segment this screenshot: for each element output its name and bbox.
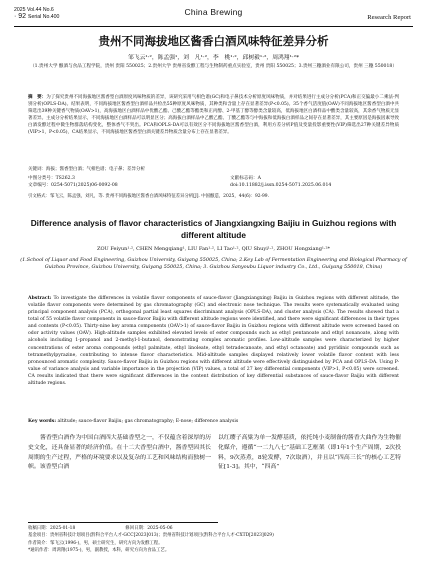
footnote-rule <box>28 522 218 523</box>
cn-meta-left <box>28 175 118 189</box>
article-type: Research Report <box>367 14 411 21</box>
en-abstract-label: Abstract: <box>28 296 52 301</box>
en-affiliations: (1.School of Liquor and Food Engineering, Guizhou University, Guiyang 550025, China; 2.Key Lab of Fermentation Engineering and Biological Pharmacy of Guizhou Province, Guizhou University, Guiyang 550025, China; 3. Guizhou Sanyoubu Liquor industry Co., Ltd., Guiyang 550018, China) <box>20 257 407 270</box>
doi[interactable]: doi:10.11882/j.issn.0254-5071.2025.06.014 <box>230 183 332 188</box>
cn-affiliations: （1.贵州大学 酿酒与食品工程学院，贵州 贵阳 550025；2.贵州大学 贵州省发酵工程与生物制药重点实验室，贵州 贵阳 550025；3.贵州三穗酒业有限公司，贵州 三穗 550018） <box>30 64 397 69</box>
en-keywords-label: Key words: <box>28 419 57 424</box>
issue-line-1: 2025 Vol.44 No.6 <box>14 7 54 13</box>
footnotes <box>28 525 399 555</box>
cn-abstract-text: 为了探究贵州不同海拔地区酱香型白酒原度风味物质的差异，该研究采用气相色谱(GC)和电子鼻技术分析原度风味物质，并对结果进行主成分分析(PCA)和正交偏最小二乘法-判别分析(OPLS-DA)。结果表明，不同海拔地区酱香型白酒样品共检出55种原度风味物质，其种类和含量上存在显著差异(P<0.05)。35个香气活度值(OAV)不同海拔地区酱香型白酒中共筛选出39种关键香气物质(OAV>1)，高海拔地区白酒样品中优酸乙酯、己酸乙酯等酯类和正丙醇、2-甲基丁醇等醇类含量较高，低海拔地区白酒样品中酸类含量较高，其余香气物质无显著差异。主成分分析结果显示，不同海拔地区白酒样品可以明显区分；高海拔白酒样品中乙酸乙酯、丁酸乙酯等与中海拔和低海拔白酒样品之间存在显著差异，其主要原因是海拔因素导致白酒发酵过程中微生物群落结构变化，整体香气不突出。PCA和OPLS-DA可以有效区分不同海拔地区酱香型白酒，利用方差分析P值及变量投影重要性(VIP)筛选出27种关键差异物质(VIP>1，P<0.05)，CA结果显示，不同海拔地区酱香型白酒关键差异物质含量分布上存在显著差异。 <box>28 95 400 136</box>
funding: 基金项目：贵州省科技计划项目(黔科合平台人才-GCC[2023]013)；贵州省科技计划项目(黔科合平台人才-CXTD[2023]029) <box>28 533 274 539</box>
citation: 引文格式：邹飞云，陈孟强，刘凡，等. 贵州不同海拔地区酱香白酒风味特征差异分析[J]. 中国酿造，2025，44(6)：92-99. <box>28 194 269 199</box>
cn-keywords: 关键词：海拔；酱香型白酒；气相色谱；电子鼻；差异分析 <box>28 167 145 172</box>
revised-date: 修回日期：2025-05-06 <box>125 526 173 531</box>
cn-meta-right <box>230 175 331 189</box>
received-date: 收稿日期：2025-01-18 <box>28 526 76 531</box>
article-number: 文章编号：0254-5071(2025)06-0092-08 <box>28 183 118 188</box>
en-keywords <box>28 418 399 425</box>
en-abstract <box>28 295 399 387</box>
cn-authors: 邹飞云¹·²，陈孟强¹，刘 凡¹·²，李 桃¹·²，邱树毅¹·²，周鸿翔¹·²* <box>127 55 299 61</box>
cn-abstract <box>28 94 399 136</box>
page-number: · 92 · <box>14 13 31 20</box>
issue-line-2: Serial No.400 <box>28 14 60 20</box>
en-abstract-text: To investigate the differences in volatile flavor components of sauce-flavor (Jiangxiangxing) Baijiu in Guizhou regions with different altitude, the volatile flavor components were determined by gas chromatography (GC) and electronic nose technique. The results were systematically evaluated using principal component analysis (PCA), orthogonal partial least squares discriminant analysis (OPLS-DA), and cluster analysis (CA). The results showed that a total of 55 volatile flavor components in sauce-flavor Baijiu with different altitude regions were identified, and there were significant differences in their types and contents (P<0.05). Thirty-nine key aroma components (OAV>1) of sauce-flavor Baijiu in Guizhou regions with different altitude were screened based on odor activity values (OAV). High-altitude samples exhibited elevated levels of ester compounds such as ethyl pentanoate and ethyl nonanoate, along with alcohols including 1-propanol and 2-methyl-1-butanol, demonstrating complex aromatic profiles. Low-altitude samples were characterized by higher concentrations of ester aroma compounds (ethyl palmitate, ethyl linoleate, ethyl tetradecanoate, and ethyl octanoate) and pyridinic compounds such as tetramethylpyrazine, contributing to intense flavor characteristics. Mid-altitude samples displayed relatively lower volatile flavor content with less pronounced aromatic complexity. Sauce-flavor Baijiu in Guizhou regions with different altitude were effectively distinguished by PCA and OPLS-DA. Using P-value of variance analysis and variable importance in the projection (VIP) values, a total of 27 key differential components (VIP>1, P<0.05) were screened. CA results indicated that there were significant differences in the content distribution of key differential substances of sauce-flavor Baijiu with different altitude regions. <box>28 296 400 386</box>
body-column-right: 以红缨子高粱为单一发酵基质，依托纯小麦制备的酱香大曲作为生物催化媒介，遵循“一二九八七”基础工艺框架（即1年1个生产周期，2次投料，9次蒸煮，8轮发酵，7次取酒），并且以“四高三长”的核心工艺特征[1-3]。其中，“四高” <box>218 435 401 471</box>
cn-title: 贵州不同海拔地区酱香白酒风味特征差异分析 <box>98 34 329 48</box>
document-code: 文献标志码：A <box>230 176 261 181</box>
en-title: Difference analysis of flavor characteristics of Jiangxiangxing Baijiu in Guizhou regions with different altitude <box>30 218 397 240</box>
corresponding-author: *通讯作者：周鸿翔(1975-)，男，副教授，本科，研究方向为食品工艺。 <box>28 548 170 554</box>
author-bio: 作者简介：邹飞云(1996-)，男，硕士研究生，研究方向为发酵工程。 <box>28 540 163 546</box>
header-rule <box>14 26 413 27</box>
cn-abstract-label: 摘 要： <box>28 95 47 100</box>
body-column-left: 酱香型白酒作为中国白酒四大基础香型之一，不仅蕴含着深厚的历史文化，还具备显著的经济价值。在十二大香型白酒中，酱香型因其长周期的生产过程，严格的环境要求以及复杂的工艺和风味结构而独树一帜。该香型白酒 <box>28 435 211 471</box>
journal-name: China Brewing <box>184 7 243 17</box>
clc-number: 中图分类号：TS262.3 <box>28 176 75 181</box>
en-keywords-text: altitude; sauce-flavor Baijiu; gas chromatography; E-nose; difference analysis <box>57 419 239 424</box>
en-authors: ZOU Feiyun¹·², CHEN Mengqiang¹, LIU Fan¹·², LI Tao¹·², QIU Shuyi¹·², ZHOU Hongxiang¹·²* <box>96 246 331 252</box>
